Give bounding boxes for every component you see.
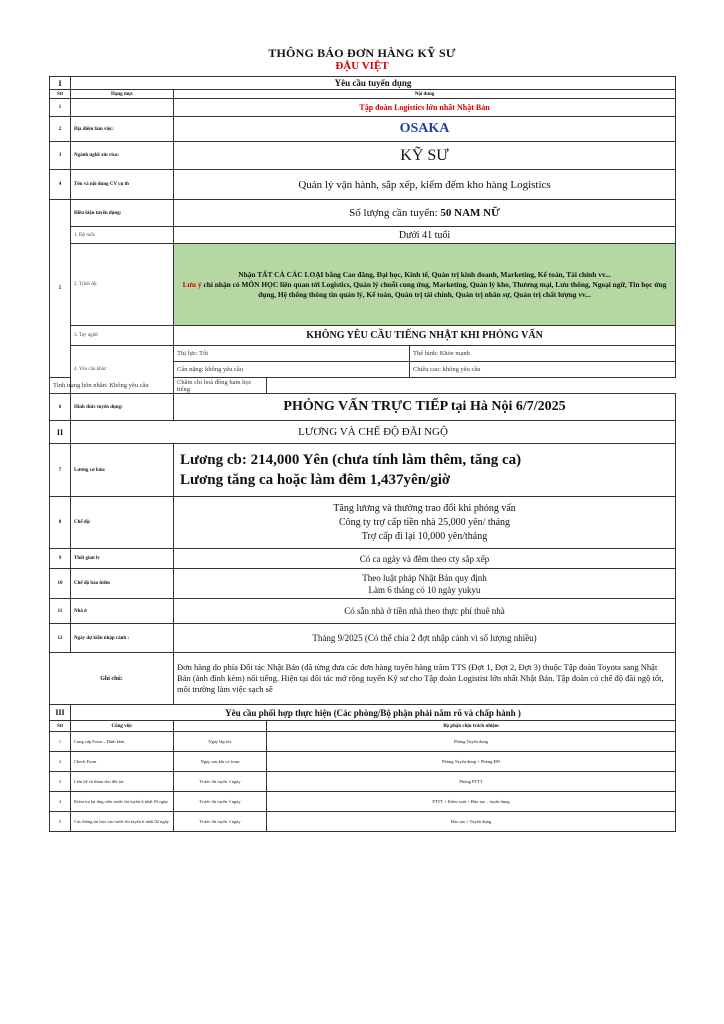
section-title: Yêu cầu tuyển dụng (71, 77, 676, 90)
row-label: Thời gian lv (71, 549, 174, 569)
recruit-quantity (174, 200, 676, 227)
row-number: 3 (50, 772, 71, 792)
other-requirement: Thị lực: Tốt (174, 346, 410, 362)
task: Liên hệ và thảm cho đối tác (71, 772, 174, 792)
entry-date: Tháng 9/2025 (Có thể chia 2 đợt nhập cảnh vì số lượng nhiều) (174, 624, 676, 653)
section-title: Yêu cầu phối hợp thực hiện (Các phòng/Bộ phận phải nắm rõ và chấp hành ) (71, 705, 676, 721)
table-row (50, 142, 676, 170)
department: Phòng Tuyển dụng (267, 732, 676, 752)
row-label: 2. Trình độ: (71, 244, 174, 326)
department: Đào tạo + Tuyển dụng (267, 812, 676, 832)
row-label: 4. Yêu cầu khác: (71, 346, 174, 394)
other-requirement: Thể hình: Khỏe mạnh (410, 346, 676, 362)
insurance-line: Làm 6 tháng có 10 ngày yukyu (368, 584, 481, 595)
education-line-1: Nhận TẤT CẢ CÁC LOẠI bằng Cao đẳng, Đại học, Kinh tế, Quản trị kinh doanh, Marketing, Kế toán, Tài chính vv... (238, 269, 611, 279)
table-row (50, 624, 676, 653)
company-name: ĐẬU VIỆT (335, 60, 389, 72)
row-label: Ngành nghề xin visa: (71, 142, 174, 170)
row-number: 10 (50, 569, 71, 599)
department: PTTT + Kiểm soát + Đào tạo – tuyển dụng (267, 792, 676, 812)
row-label: Nhà ở (71, 599, 174, 624)
note-text: Đơn hàng do phía Đối tác Nhật Bản (đã từng đưa các đơn hàng tuyển hàng trăm TTS (Đợt 1, Đợt 2, Đợt 3) thuộc Tập đoàn Toyota sang Nhật Bản (ảnh đính kèm) nối tiếng. Hiện tại đối tác mở rộng tuyển Kỹ sư cho Tập đoàn Logistist lớn nhất Nhật Bản. Tập đoàn có chế độ đãi ngộ tốt, môi trường làm việc sạch sẽ (174, 653, 676, 705)
location-value: OSAKA (174, 117, 676, 142)
table-row (50, 227, 676, 244)
table-row (50, 444, 676, 497)
deadline: Ngay sau khi có form (174, 752, 267, 772)
row-label: 3. Tay nghề: (71, 326, 174, 346)
row-label: Chế độ: (71, 497, 174, 549)
table-row (50, 200, 676, 227)
base-salary: Lương cb: 214,000 Yên (chưa tính làm thêm, tăng ca) (180, 452, 522, 468)
row-label: Lương cơ bản: (71, 444, 174, 497)
row-label: Tên và nội dung CV cụ th (71, 170, 174, 200)
section-title: LƯƠNG VÀ CHẾ ĐỘ ĐÃI NGỘ (71, 421, 676, 444)
row-number: 5 (50, 812, 71, 832)
table-row (50, 752, 676, 772)
section-number: II (50, 421, 71, 444)
row-number: 2 (50, 117, 71, 142)
insurance (174, 569, 676, 599)
table-row (50, 117, 676, 142)
table-row (50, 326, 676, 346)
col-content: Nội dung (174, 90, 676, 99)
other-requirement: Tình trạng hôn nhân: Không yêu cầu (50, 378, 174, 394)
col-task: Công việc (71, 721, 174, 732)
section-number: I (50, 77, 71, 90)
row-number: 9 (50, 549, 71, 569)
table-row (50, 732, 676, 752)
department: Phòng PTTT (267, 772, 676, 792)
row-label: Địa điểm làm việc: (71, 117, 174, 142)
other-requirement: Chiều cao: không yêu cầu (410, 362, 676, 378)
task: Kiểm tra lại ứng viên trước thi tuyển ít nhất 03 ngày (71, 792, 174, 812)
education-requirement (174, 244, 676, 326)
language-requirement: KHÔNG YÊU CẦU TIẾNG NHẬT KHI PHỎNG VẤN (174, 326, 676, 346)
housing: Có sẵn nhà ở tiền nhà theo thực phí thuê nhà (174, 599, 676, 624)
row-number: 5 (50, 200, 71, 378)
row-number: 7 (50, 444, 71, 497)
row-number: 11 (50, 599, 71, 624)
row-label (71, 99, 174, 117)
insurance-line: Theo luật pháp Nhật Bản quy định (362, 572, 487, 583)
benefit-line: Trợ cấp đi lại 10,000 yên/tháng (361, 530, 488, 542)
column-header-row (50, 90, 676, 99)
benefits (174, 497, 676, 549)
row-number: 4 (50, 170, 71, 200)
row-label: Ngày dự kiến nhập cảnh : (71, 624, 174, 653)
col-stt: Stt (50, 721, 71, 732)
column-header-row (50, 721, 676, 732)
working-time: Có ca ngày và đêm theo cty sắp xếp (174, 549, 676, 569)
deadline: Trước thi tuyển 3 ngày (174, 772, 267, 792)
age-value: Dưới 41 tuổi (174, 227, 676, 244)
table-row (50, 170, 676, 200)
row-number: 8 (50, 497, 71, 549)
table-row (50, 378, 676, 394)
order-table (49, 76, 676, 832)
quantity-value: 50 NAM NỮ (440, 207, 500, 219)
row-label: 1. Độ tuổi: (71, 227, 174, 244)
department: Phòng Tuyển dụng + Phòng ĐN (267, 752, 676, 772)
deadline: Ngay lập tức (174, 732, 267, 752)
other-requirement: Chăm chỉ hoà đồng ham học tiếng (174, 378, 267, 394)
row-number: 4 (50, 792, 71, 812)
overtime-salary: Lương tăng ca hoặc làm đêm 1,437yên/giờ (180, 472, 451, 488)
table-row (50, 599, 676, 624)
benefit-line: Công ty trợ cấp tiền nhà 25,000 yên/ tháng (338, 516, 511, 528)
section-3-header (50, 705, 676, 721)
table-row (50, 772, 676, 792)
table-row (50, 812, 676, 832)
col-stt: Stt (50, 90, 71, 99)
row-number: 3 (50, 142, 71, 170)
section-1-header (50, 77, 676, 90)
quantity-prefix: Số lượng cần tuyển: (349, 207, 441, 219)
note-label: Ghi chú: (50, 653, 174, 705)
table-row (50, 244, 676, 326)
task: Check Form (71, 752, 174, 772)
table-row (50, 394, 676, 421)
table-row (50, 653, 676, 705)
row-number: 2 (50, 752, 71, 772)
row-number: 12 (50, 624, 71, 653)
education-note-text: chỉ nhận có MÔN HỌC liên quan tới Logistics, Quản lý chuỗi cung ứng, Marketing, Quản lý kho, Thương mại, Lưu thông, Ngoại ngữ, Tin học ứng dụng, Hệ thống thông tin quản lý, Kế toán, Quản trị tài chính, Quản trị nhân sự, Quản trị chất lượng vv... (201, 279, 667, 299)
table-row (50, 549, 676, 569)
education-note: Lưu ý (182, 279, 202, 289)
deadline: Trước thi tuyển 3 ngày (174, 812, 267, 832)
education-line-2 (177, 280, 672, 300)
row-number: 6 (50, 394, 71, 421)
section-2-header (50, 421, 676, 444)
company-value: Tập đoàn Logistics lớn nhất Nhật Bản (174, 99, 676, 117)
visa-value: KỸ SƯ (174, 142, 676, 170)
row-label: Điều kiện tuyển dụng: (71, 200, 174, 227)
document-page (49, 46, 675, 832)
table-row (50, 99, 676, 117)
table-row (50, 497, 676, 549)
table-row (50, 346, 676, 362)
row-number: 1 (50, 99, 71, 117)
other-requirement: Cân nặng: không yêu cầu (174, 362, 410, 378)
table-row (50, 569, 676, 599)
salary-info (174, 444, 676, 497)
row-label: Hình thức tuyển dụng: (71, 394, 174, 421)
job-description: Quản lý vận hành, sắp xếp, kiểm đếm kho hàng Logistics (174, 170, 676, 200)
row-label: Chế độ bảo hiểm (71, 569, 174, 599)
table-row (50, 792, 676, 812)
col-dept: Bộ phận chịu trách nhiệm (267, 721, 676, 732)
col-item: Hạng mục (71, 90, 174, 99)
deadline: Trước thi tuyển 3 ngày (174, 792, 267, 812)
col-time (174, 721, 267, 732)
benefit-line: Tăng lương và thưởng trao đổi khi phỏng vấn (333, 502, 516, 514)
interview-method: PHỎNG VẤN TRỰC TIẾP tại Hà Nội 6/7/2025 (174, 394, 676, 421)
task: Cung cấp Form – Dinh kèm (71, 732, 174, 752)
row-number: 1 (50, 732, 71, 752)
section-number: III (50, 705, 71, 721)
task: Các thông tin báo cáo trước thi tuyển ít nhất 02 ngày (71, 812, 174, 832)
document-title: THÔNG BÁO ĐƠN HÀNG KỸ SƯ (268, 46, 456, 60)
